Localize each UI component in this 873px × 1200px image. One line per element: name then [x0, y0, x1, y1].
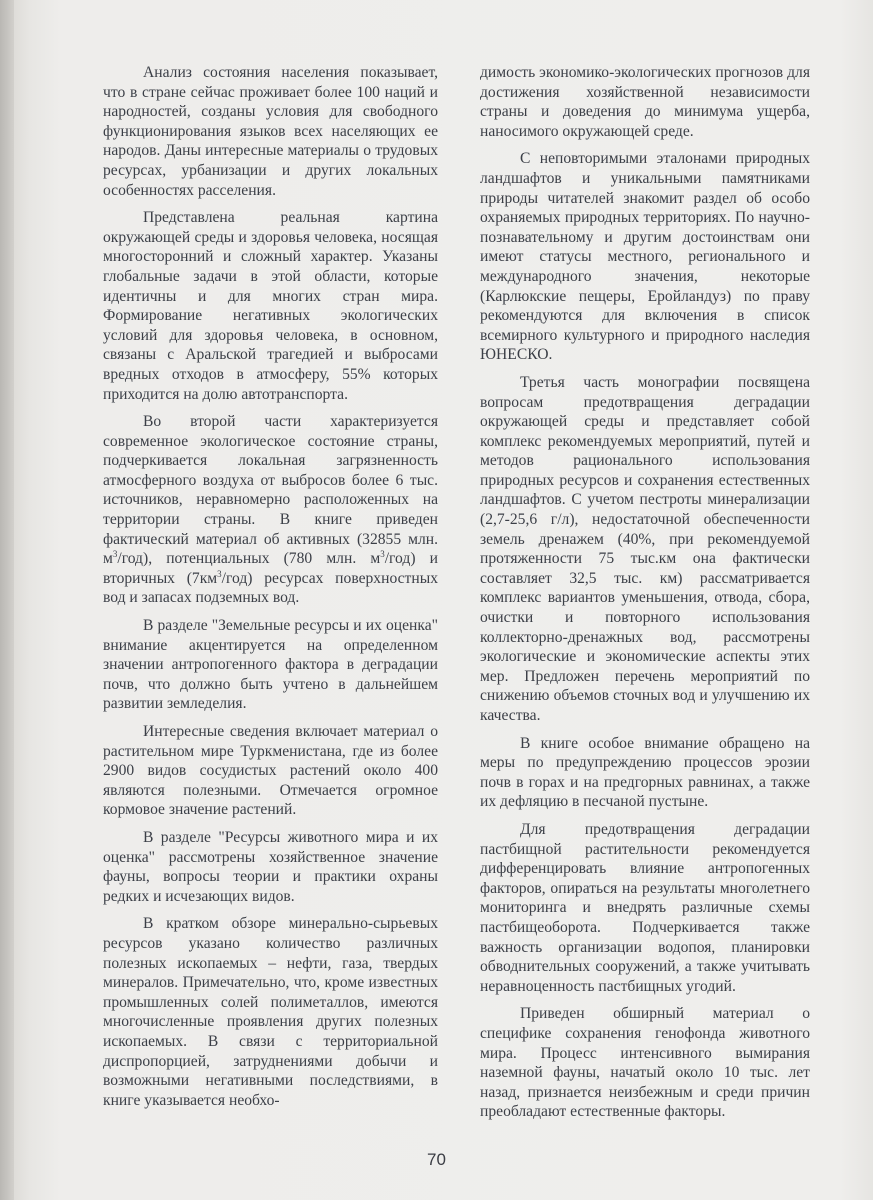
paragraph-pastures: Для предотвращения деградации пастбищной растительности рекомендуется дифференцировать влияние антропогенных факторов, опираться на результаты многолетнего мониторинга и внедрять различные схемы пастбищеоборота. Подчеркивается также важность организации водопоя, планировки обводнительных сооружений, а также учитывать неравноценность пастбищных угодий. — [480, 820, 810, 995]
paragraph-continuation: димость экономико-экологических прогнозов для достижения хозяйственной независимости страны и доведения до минимума ущерба, наносимого окружающей среде. — [480, 64, 810, 140]
superscript-cubic-2: 3 — [380, 549, 385, 560]
paragraph-erosion: В книге особое внимание обращено на меры по предупреждению процессов эрозии почв в горах и на предгорных равнинах, а также их дефляцию в песчаной пустыне. — [480, 734, 810, 811]
superscript-cubic-3: 3 — [217, 568, 222, 579]
paragraph-flora: Интересные сведения включает материал о растительном мире Туркменистана, где из более 2900 видов сосудистых растений около 400 являются полезными. Отмечается огромное кормовое значение растений. — [103, 723, 438, 819]
paragraph-health: Представлена реальная картина окружающей среды и здоровья человека, носящая многосторонний и сложный характер. Указаны глобальные задачи в этой области, которые идентичны и для многих стран мира. Формирование негативных экологических условий для здоровья человека, в основном, связаны с Аральской трагедией и выбросами вредных отходов в атмосферу, 55% которых приходится на долю автотранспорта. — [103, 209, 438, 403]
page-binding-shadow — [0, 0, 14, 1200]
paragraph-gene-pool: Приведен обширный материал о специфике сохранения генофонда животного мира. Процесс интенсивного вымирания наземной фауны, начатый около 10 тыс. лет назад, признается неизбежным и среди причин преобладают естественные факторы. — [480, 1005, 810, 1121]
paragraph-fauna: В разделе "Ресурсы животного мира и их оценка" рассмотрены хозяйственное значение фауны, вопросы теории и практики охраны редких и исчезающих видов. — [103, 828, 438, 905]
right-text-column — [480, 63, 810, 1130]
paragraph-second-part-text-d: /год) ресурсах поверхностных вод и запасах подземных вод. — [103, 569, 438, 607]
paragraph-minerals: В кратком обзоре минерально-сырьевых ресурсов указано количество различных полезных ископаемых – нефти, газа, твердых минералов. Примечательно, что, кроме известных промышленных солей полиметаллов, имеются многочисленные проявления других полезных ископаемых. В связи с территориальной диспропорцией, затруднениями добычи и возможными негативными последствиями, в книге указывается необхо- — [103, 915, 438, 1109]
paragraph-second-part-text-b: /год), потенциальных (780 млн. м — [117, 550, 381, 568]
paragraph-second-part-text-c: /год) и вторичных (7км — [103, 550, 439, 587]
paragraph-protected-areas: С неповторимыми эталонами природных ландшафтов и уникальными памятниками природы читателей знакомит раздел об особо охраняемых природных территориях. По научно-познавательному и другим достоинствам они имеют статусы местного, регионального и международного значения, некоторые (Карлюкские пещеры, Еройландуз) по праву рекомендуются для включения в список всемирного культурного и природного наследия ЮНЕСКО. — [480, 150, 810, 364]
page-number: 70 — [427, 1150, 446, 1169]
paragraph-population: Анализ состояния населения показывает, что в стране сейчас проживает более 100 наций и народностей, созданы условия для свободного функционирования языков всех населяющих ее народов. Даны интересные материалы о трудовых ресурсах, урбанизации и других локальных особенностях расселения. — [103, 64, 438, 199]
paragraph-second-part — [103, 412, 438, 608]
paragraph-second-part-text-a: Во второй части характеризуется современное экологическое состояние страны, подчеркивается локальная загрязненность атмосферного воздуха от выбросов более 6 тыс. источников, неравномерно расположенных на территории страны. В книге приведен фактический материал об активных (32855 млн. м — [103, 413, 438, 568]
paragraph-land-resources: В разделе "Земельные ресурсы и их оценка" внимание акцентируется на определенном значении антропогенного фактора в деградации почв, что должно быть учтено в дальнейшем развитии земледелия. — [103, 617, 438, 713]
paragraph-third-part: Третья часть монографии посвящена вопросам предотвращения деградации окружающей среды и представляет собой комплекс рекомендуемых мероприятий, путей и методов рационального использования природных ресурсов и сохранения естественных ландшафтов. С учетом пестроты минерализации (2,7-25,6 г/л), недостаточной обеспеченности земель дренажем (40%, при рекомендуемой протяженности 75 тыс.км она фактически составляет 32,5 тыс. км) рассматривается комплекс вариантов уменьшения, отвода, сбора, очистки и повторного использования коллекторно-дренажных вод, рассмотрены экологические и экономические аспекты этих мер. Предложен перечень мероприятий по снижению объемов сточных вод и улучшению их качества. — [480, 373, 810, 724]
superscript-cubic-1: 3 — [112, 549, 118, 560]
left-text-column — [103, 63, 438, 1118]
